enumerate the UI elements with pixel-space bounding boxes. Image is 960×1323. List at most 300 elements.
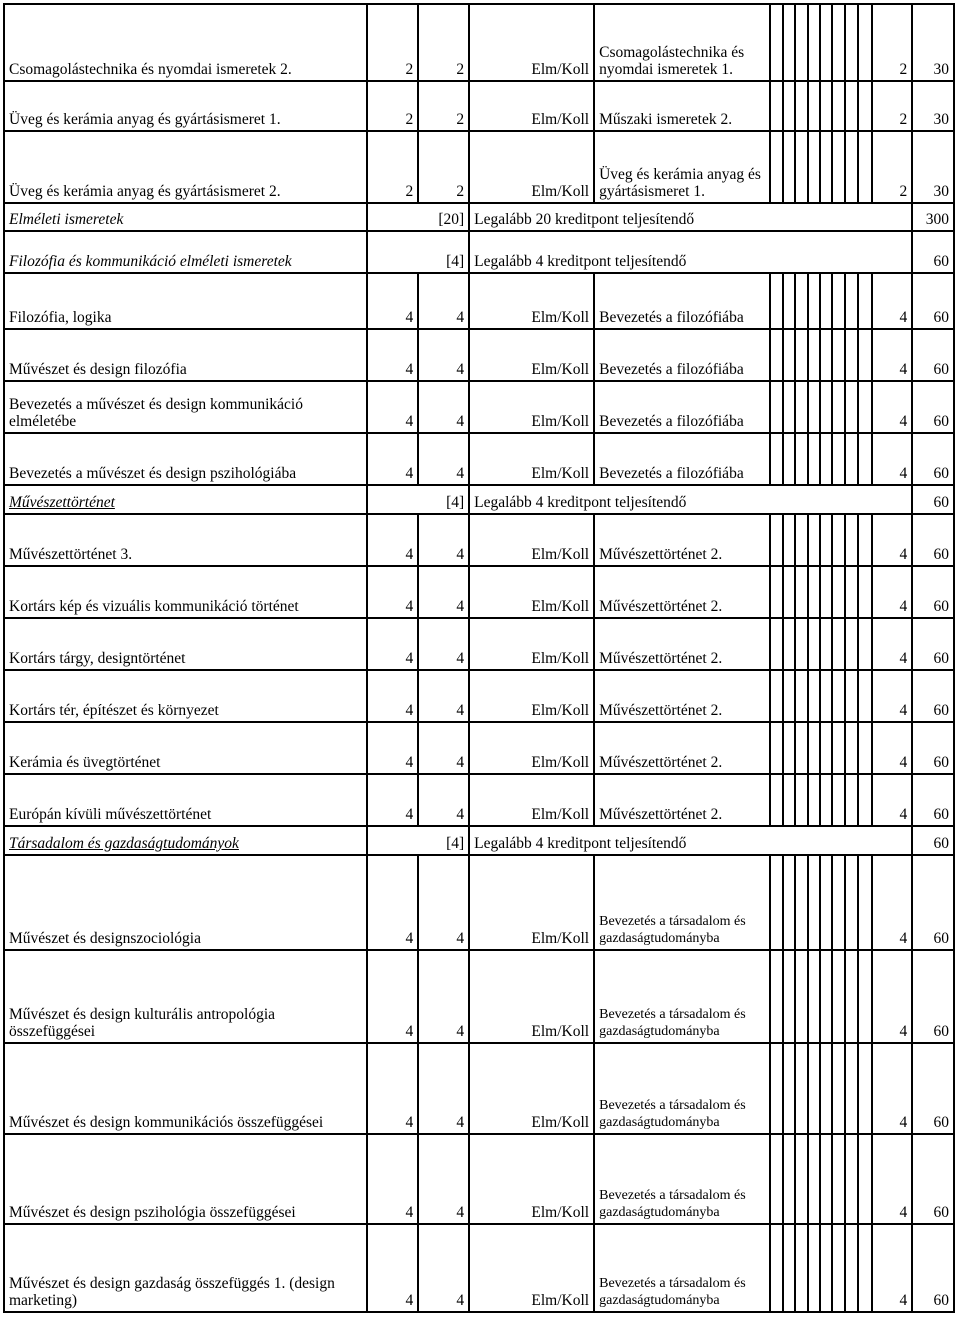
- semester-grid-cell: [820, 381, 833, 433]
- semester-grid-cell: [858, 4, 872, 81]
- semester-grid-cell: [845, 1043, 858, 1134]
- section-total-hours-cell: 60: [912, 231, 954, 273]
- section-name-cell: Művészettörténet: [4, 485, 367, 514]
- course-row: [4, 774, 954, 826]
- course-row: [4, 566, 954, 618]
- semester-grid-cell: [820, 1134, 833, 1224]
- credit-cell: 4: [418, 855, 469, 950]
- semester-grid-cell: [832, 131, 845, 203]
- semester-grid-cell: [770, 4, 783, 81]
- credit-cell: 4: [418, 722, 469, 774]
- semester-grid-cell: [858, 566, 872, 618]
- section-name-cell: Elméleti ismeretek: [4, 203, 367, 231]
- course-row: [4, 273, 954, 329]
- credit-cell: 4: [418, 670, 469, 722]
- total-hours-cell: 60: [912, 329, 954, 381]
- section-name-cell: Társadalom és gazdaságtudományok: [4, 826, 367, 855]
- semester-grid-cell: [832, 329, 845, 381]
- total-hours-cell: 60: [912, 1224, 954, 1312]
- assessment-form-cell: Elm/Koll: [469, 131, 594, 203]
- semester-grid-cell: [832, 514, 845, 566]
- semester-grid-cell: [832, 1043, 845, 1134]
- prerequisite-cell: Művészettörténet 2.: [594, 618, 770, 670]
- semester-grid-cell: [820, 722, 833, 774]
- semester-grid-cell: [858, 670, 872, 722]
- semester-grid-cell: [795, 774, 808, 826]
- course-name-cell: Bevezetés a művészet és design pszihológiába: [4, 433, 367, 485]
- section-credit-requirement-cell: [4]: [367, 231, 469, 273]
- curriculum-table: [3, 3, 955, 1313]
- semester-grid-cell: [770, 381, 783, 433]
- course-row: [4, 381, 954, 433]
- semester-grid-cell: [858, 1224, 872, 1312]
- semester-grid-cell: [845, 855, 858, 950]
- table-body: [4, 4, 954, 1312]
- assessment-form-cell: Elm/Koll: [469, 1134, 594, 1224]
- lecture-hours-cell: 2: [367, 81, 418, 131]
- total-hours-cell: 60: [912, 514, 954, 566]
- credit-cell: 4: [418, 514, 469, 566]
- prerequisite-cell: Bevezetés a társadalom és gazdaságtudományba: [594, 855, 770, 950]
- prerequisite-credit-cell: 4: [872, 1134, 912, 1224]
- semester-grid-cell: [832, 1224, 845, 1312]
- lecture-hours-cell: 4: [367, 670, 418, 722]
- prerequisite-credit-cell: 4: [872, 1224, 912, 1312]
- semester-grid-cell: [808, 1043, 820, 1134]
- course-row: [4, 618, 954, 670]
- course-name-cell: Kortárs tér, építészet és környezet: [4, 670, 367, 722]
- section-credit-requirement-cell: [4]: [367, 826, 469, 855]
- semester-grid-cell: [808, 514, 820, 566]
- lecture-hours-cell: 4: [367, 855, 418, 950]
- semester-grid-cell: [783, 329, 796, 381]
- course-row: [4, 1224, 954, 1312]
- credit-cell: 4: [418, 433, 469, 485]
- credit-cell: 4: [418, 566, 469, 618]
- semester-grid-cell: [808, 566, 820, 618]
- semester-grid-cell: [795, 329, 808, 381]
- semester-grid-cell: [783, 618, 796, 670]
- assessment-form-cell: Elm/Koll: [469, 618, 594, 670]
- semester-grid-cell: [795, 618, 808, 670]
- credit-cell: 2: [418, 4, 469, 81]
- total-hours-cell: 60: [912, 670, 954, 722]
- total-hours-cell: 60: [912, 855, 954, 950]
- semester-grid-cell: [820, 433, 833, 485]
- course-name-cell: Kortárs kép és vizuális kommunikáció történet: [4, 566, 367, 618]
- total-hours-cell: 60: [912, 950, 954, 1043]
- section-credit-requirement-cell: [20]: [367, 203, 469, 231]
- semester-grid-cell: [770, 855, 783, 950]
- course-name-cell: Üveg és kerámia anyag és gyártásismeret 1.: [4, 81, 367, 131]
- lecture-hours-cell: 4: [367, 722, 418, 774]
- prerequisite-credit-cell: 4: [872, 329, 912, 381]
- semester-grid-cell: [858, 329, 872, 381]
- prerequisite-credit-cell: 4: [872, 950, 912, 1043]
- assessment-form-cell: Elm/Koll: [469, 514, 594, 566]
- prerequisite-credit-cell: 4: [872, 722, 912, 774]
- semester-grid-cell: [832, 855, 845, 950]
- semester-grid-cell: [820, 1043, 833, 1134]
- course-row: [4, 670, 954, 722]
- semester-grid-cell: [845, 1224, 858, 1312]
- credit-cell: 4: [418, 329, 469, 381]
- section-name-cell: Filozófia és kommunikáció elméleti ismeretek: [4, 231, 367, 273]
- course-name-cell: Kortárs tárgy, designtörténet: [4, 618, 367, 670]
- total-hours-cell: 60: [912, 381, 954, 433]
- section-total-hours-cell: 60: [912, 826, 954, 855]
- total-hours-cell: 60: [912, 774, 954, 826]
- lecture-hours-cell: 4: [367, 618, 418, 670]
- prerequisite-cell: Bevezetés a filozófiába: [594, 381, 770, 433]
- prerequisite-cell: Bevezetés a társadalom és gazdaságtudományba: [594, 1043, 770, 1134]
- semester-grid-cell: [783, 774, 796, 826]
- semester-grid-cell: [820, 670, 833, 722]
- prerequisite-credit-cell: 2: [872, 4, 912, 81]
- semester-grid-cell: [832, 722, 845, 774]
- credit-cell: 4: [418, 1134, 469, 1224]
- lecture-hours-cell: 4: [367, 950, 418, 1043]
- prerequisite-cell: Bevezetés a filozófiába: [594, 433, 770, 485]
- semester-grid-cell: [820, 329, 833, 381]
- section-note-cell: Legalább 20 kreditpont teljesítendő: [469, 203, 912, 231]
- section-total-hours-cell: 300: [912, 203, 954, 231]
- course-row: [4, 514, 954, 566]
- section-credit-requirement-cell: [4]: [367, 485, 469, 514]
- semester-grid-cell: [770, 1134, 783, 1224]
- prerequisite-cell: Csomagolástechnika és nyomdai ismeretek 1.: [594, 4, 770, 81]
- lecture-hours-cell: 2: [367, 131, 418, 203]
- semester-grid-cell: [820, 774, 833, 826]
- semester-grid-cell: [858, 722, 872, 774]
- course-row: [4, 950, 954, 1043]
- course-name-cell: Művészet és design kommunikációs összefüggései: [4, 1043, 367, 1134]
- semester-grid-cell: [770, 273, 783, 329]
- course-name-cell: Művészet és design gazdaság összefüggés 1. (design marketing): [4, 1224, 367, 1312]
- credit-cell: 4: [418, 950, 469, 1043]
- semester-grid-cell: [858, 774, 872, 826]
- total-hours-cell: 60: [912, 273, 954, 329]
- lecture-hours-cell: 4: [367, 774, 418, 826]
- course-name-cell: Művészet és design filozófia: [4, 329, 367, 381]
- prerequisite-cell: Bevezetés a társadalom és gazdaságtudományba: [594, 950, 770, 1043]
- semester-grid-cell: [770, 1043, 783, 1134]
- assessment-form-cell: Elm/Koll: [469, 1043, 594, 1134]
- course-name-cell: Üveg és kerámia anyag és gyártásismeret 2.: [4, 131, 367, 203]
- semester-grid-cell: [770, 722, 783, 774]
- semester-grid-cell: [783, 131, 796, 203]
- semester-grid-cell: [770, 774, 783, 826]
- semester-grid-cell: [845, 381, 858, 433]
- credit-cell: 2: [418, 131, 469, 203]
- semester-grid-cell: [808, 381, 820, 433]
- semester-grid-cell: [845, 4, 858, 81]
- total-hours-cell: 60: [912, 433, 954, 485]
- semester-grid-cell: [858, 514, 872, 566]
- semester-grid-cell: [795, 722, 808, 774]
- semester-grid-cell: [858, 618, 872, 670]
- semester-grid-cell: [832, 433, 845, 485]
- semester-grid-cell: [783, 514, 796, 566]
- prerequisite-credit-cell: 4: [872, 1043, 912, 1134]
- semester-grid-cell: [770, 950, 783, 1043]
- section-total-hours-cell: 60: [912, 485, 954, 514]
- credit-cell: 2: [418, 81, 469, 131]
- course-name-cell: Művészet és design kulturális antropológia összefüggései: [4, 950, 367, 1043]
- assessment-form-cell: Elm/Koll: [469, 433, 594, 485]
- semester-grid-cell: [832, 381, 845, 433]
- semester-grid-cell: [845, 131, 858, 203]
- lecture-hours-cell: 4: [367, 329, 418, 381]
- prerequisite-credit-cell: 4: [872, 566, 912, 618]
- lecture-hours-cell: 4: [367, 381, 418, 433]
- total-hours-cell: 60: [912, 618, 954, 670]
- course-name-cell: Csomagolástechnika és nyomdai ismeretek 2.: [4, 4, 367, 81]
- semester-grid-cell: [795, 1224, 808, 1312]
- semester-grid-cell: [795, 670, 808, 722]
- semester-grid-cell: [783, 670, 796, 722]
- prerequisite-credit-cell: 4: [872, 514, 912, 566]
- course-row: [4, 722, 954, 774]
- semester-grid-cell: [808, 81, 820, 131]
- semester-grid-cell: [832, 618, 845, 670]
- assessment-form-cell: Elm/Koll: [469, 1224, 594, 1312]
- total-hours-cell: 30: [912, 81, 954, 131]
- total-hours-cell: 60: [912, 1043, 954, 1134]
- semester-grid-cell: [770, 329, 783, 381]
- lecture-hours-cell: 4: [367, 273, 418, 329]
- semester-grid-cell: [820, 81, 833, 131]
- semester-grid-cell: [845, 433, 858, 485]
- semester-grid-cell: [858, 273, 872, 329]
- semester-grid-cell: [783, 433, 796, 485]
- semester-grid-cell: [795, 433, 808, 485]
- lecture-hours-cell: 4: [367, 1134, 418, 1224]
- semester-grid-cell: [808, 774, 820, 826]
- semester-grid-cell: [808, 329, 820, 381]
- semester-grid-cell: [820, 131, 833, 203]
- semester-grid-cell: [795, 1134, 808, 1224]
- prerequisite-credit-cell: 2: [872, 131, 912, 203]
- semester-grid-cell: [770, 81, 783, 131]
- semester-grid-cell: [783, 1134, 796, 1224]
- assessment-form-cell: Elm/Koll: [469, 381, 594, 433]
- section-note-cell: Legalább 4 kreditpont teljesítendő: [469, 231, 912, 273]
- course-row: [4, 1134, 954, 1224]
- section-note-cell: Legalább 4 kreditpont teljesítendő: [469, 826, 912, 855]
- prerequisite-credit-cell: 2: [872, 81, 912, 131]
- course-name-cell: Művészettörténet 3.: [4, 514, 367, 566]
- semester-grid-cell: [770, 1224, 783, 1312]
- semester-grid-cell: [808, 722, 820, 774]
- semester-grid-cell: [820, 618, 833, 670]
- semester-grid-cell: [832, 273, 845, 329]
- semester-grid-cell: [845, 1134, 858, 1224]
- semester-grid-cell: [845, 329, 858, 381]
- semester-grid-cell: [783, 4, 796, 81]
- total-hours-cell: 30: [912, 131, 954, 203]
- prerequisite-cell: Bevezetés a filozófiába: [594, 273, 770, 329]
- assessment-form-cell: Elm/Koll: [469, 329, 594, 381]
- prerequisite-cell: Műszaki ismeretek 2.: [594, 81, 770, 131]
- semester-grid-cell: [845, 81, 858, 131]
- course-name-cell: Művészet és design pszihológia összefüggései: [4, 1134, 367, 1224]
- semester-grid-cell: [808, 1224, 820, 1312]
- prerequisite-credit-cell: 4: [872, 670, 912, 722]
- prerequisite-cell: Művészettörténet 2.: [594, 566, 770, 618]
- semester-grid-cell: [783, 1224, 796, 1312]
- semester-grid-cell: [832, 774, 845, 826]
- prerequisite-cell: Üveg és kerámia anyag és gyártásismeret 1.: [594, 131, 770, 203]
- semester-grid-cell: [820, 4, 833, 81]
- semester-grid-cell: [858, 1134, 872, 1224]
- course-name-cell: Filozófia, logika: [4, 273, 367, 329]
- semester-grid-cell: [770, 131, 783, 203]
- semester-grid-cell: [783, 722, 796, 774]
- semester-grid-cell: [858, 433, 872, 485]
- semester-grid-cell: [783, 566, 796, 618]
- course-name-cell: Európán kívüli művészettörténet: [4, 774, 367, 826]
- semester-grid-cell: [783, 273, 796, 329]
- semester-grid-cell: [795, 81, 808, 131]
- lecture-hours-cell: 4: [367, 566, 418, 618]
- semester-grid-cell: [858, 381, 872, 433]
- prerequisite-cell: Művészettörténet 2.: [594, 514, 770, 566]
- lecture-hours-cell: 4: [367, 1224, 418, 1312]
- credit-cell: 4: [418, 774, 469, 826]
- section-note-cell: Legalább 4 kreditpont teljesítendő: [469, 485, 912, 514]
- semester-grid-cell: [783, 855, 796, 950]
- semester-grid-cell: [808, 1134, 820, 1224]
- course-row: [4, 131, 954, 203]
- semester-grid-cell: [820, 566, 833, 618]
- semester-grid-cell: [832, 81, 845, 131]
- semester-grid-cell: [808, 433, 820, 485]
- prerequisite-credit-cell: 4: [872, 273, 912, 329]
- course-row: [4, 1043, 954, 1134]
- prerequisite-cell: Bevezetés a társadalom és gazdaságtudományba: [594, 1134, 770, 1224]
- prerequisite-credit-cell: 4: [872, 618, 912, 670]
- semester-grid-cell: [858, 81, 872, 131]
- semester-grid-cell: [845, 774, 858, 826]
- semester-grid-cell: [795, 855, 808, 950]
- assessment-form-cell: Elm/Koll: [469, 81, 594, 131]
- total-hours-cell: 60: [912, 566, 954, 618]
- semester-grid-cell: [783, 1043, 796, 1134]
- prerequisite-cell: Művészettörténet 2.: [594, 670, 770, 722]
- semester-grid-cell: [795, 273, 808, 329]
- credit-cell: 4: [418, 1224, 469, 1312]
- semester-grid-cell: [832, 670, 845, 722]
- semester-grid-cell: [858, 950, 872, 1043]
- section-header-row: [4, 231, 954, 273]
- assessment-form-cell: Elm/Koll: [469, 774, 594, 826]
- credit-cell: 4: [418, 273, 469, 329]
- semester-grid-cell: [858, 1043, 872, 1134]
- course-row: [4, 329, 954, 381]
- course-name-cell: Művészet és designszociológia: [4, 855, 367, 950]
- course-row: [4, 4, 954, 81]
- semester-grid-cell: [783, 381, 796, 433]
- semester-grid-cell: [808, 273, 820, 329]
- course-row: [4, 433, 954, 485]
- semester-grid-cell: [820, 273, 833, 329]
- semester-grid-cell: [808, 950, 820, 1043]
- semester-grid-cell: [808, 131, 820, 203]
- semester-grid-cell: [858, 855, 872, 950]
- assessment-form-cell: Elm/Koll: [469, 566, 594, 618]
- semester-grid-cell: [770, 618, 783, 670]
- prerequisite-cell: Művészettörténet 2.: [594, 722, 770, 774]
- credit-cell: 4: [418, 618, 469, 670]
- semester-grid-cell: [783, 950, 796, 1043]
- semester-grid-cell: [808, 4, 820, 81]
- semester-grid-cell: [845, 566, 858, 618]
- course-name-cell: Bevezetés a művészet és design kommunikáció elméletébe: [4, 381, 367, 433]
- section-header-row: [4, 826, 954, 855]
- total-hours-cell: 60: [912, 1134, 954, 1224]
- semester-grid-cell: [770, 670, 783, 722]
- semester-grid-cell: [783, 81, 796, 131]
- semester-grid-cell: [820, 514, 833, 566]
- semester-grid-cell: [820, 950, 833, 1043]
- assessment-form-cell: Elm/Koll: [469, 273, 594, 329]
- prerequisite-credit-cell: 4: [872, 774, 912, 826]
- semester-grid-cell: [795, 4, 808, 81]
- semester-grid-cell: [770, 514, 783, 566]
- semester-grid-cell: [795, 1043, 808, 1134]
- lecture-hours-cell: 4: [367, 1043, 418, 1134]
- semester-grid-cell: [845, 670, 858, 722]
- semester-grid-cell: [770, 566, 783, 618]
- semester-grid-cell: [808, 670, 820, 722]
- assessment-form-cell: Elm/Koll: [469, 670, 594, 722]
- credit-cell: 4: [418, 381, 469, 433]
- assessment-form-cell: Elm/Koll: [469, 855, 594, 950]
- semester-grid-cell: [845, 618, 858, 670]
- lecture-hours-cell: 4: [367, 514, 418, 566]
- course-name-cell: Kerámia és üvegtörténet: [4, 722, 367, 774]
- total-hours-cell: 60: [912, 722, 954, 774]
- semester-grid-cell: [832, 950, 845, 1043]
- semester-grid-cell: [845, 514, 858, 566]
- prerequisite-credit-cell: 4: [872, 855, 912, 950]
- semester-grid-cell: [795, 566, 808, 618]
- prerequisite-cell: Bevezetés a filozófiába: [594, 329, 770, 381]
- prerequisite-cell: Bevezetés a társadalom és gazdaságtudományba: [594, 1224, 770, 1312]
- semester-grid-cell: [795, 950, 808, 1043]
- semester-grid-cell: [832, 4, 845, 81]
- prerequisite-credit-cell: 4: [872, 381, 912, 433]
- lecture-hours-cell: 4: [367, 433, 418, 485]
- semester-grid-cell: [832, 1134, 845, 1224]
- semester-grid-cell: [808, 855, 820, 950]
- semester-grid-cell: [820, 1224, 833, 1312]
- semester-grid-cell: [820, 855, 833, 950]
- semester-grid-cell: [795, 131, 808, 203]
- semester-grid-cell: [770, 433, 783, 485]
- assessment-form-cell: Elm/Koll: [469, 950, 594, 1043]
- section-header-row: [4, 485, 954, 514]
- course-row: [4, 81, 954, 131]
- course-row: [4, 855, 954, 950]
- prerequisite-cell: Művészettörténet 2.: [594, 774, 770, 826]
- semester-grid-cell: [832, 566, 845, 618]
- lecture-hours-cell: 2: [367, 4, 418, 81]
- assessment-form-cell: Elm/Koll: [469, 4, 594, 81]
- semester-grid-cell: [845, 273, 858, 329]
- semester-grid-cell: [858, 131, 872, 203]
